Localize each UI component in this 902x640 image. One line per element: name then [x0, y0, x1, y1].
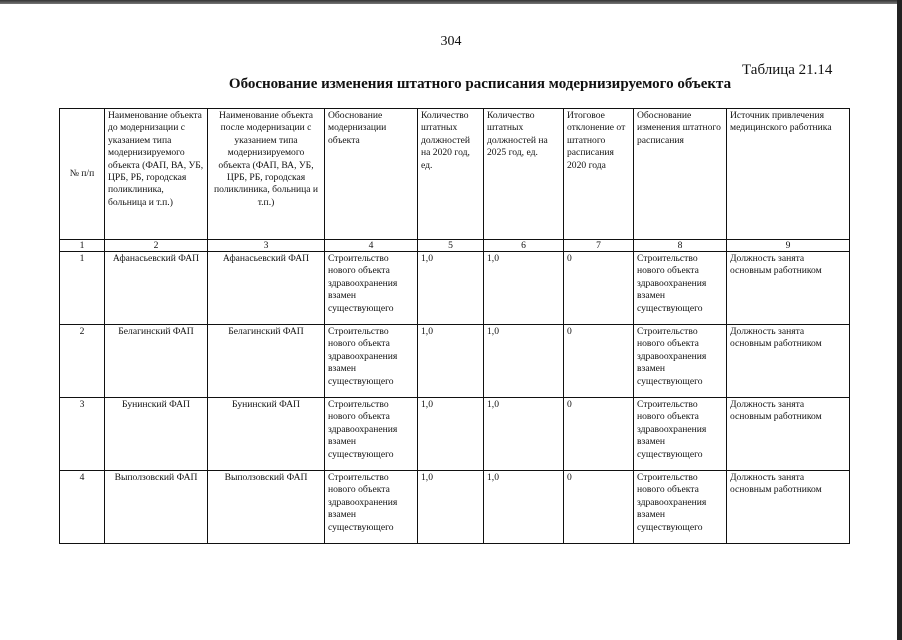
table-row	[60, 398, 850, 471]
modernization-justification: Строительство нового объекта здравоохранения взамен существующего	[325, 252, 418, 325]
staff-source: Должность занята основным работником	[727, 252, 850, 325]
object-before: Афанасьевский ФАП	[105, 252, 208, 325]
column-number: 5	[418, 240, 484, 252]
row-number: 2	[60, 325, 105, 398]
column-number: 4	[325, 240, 418, 252]
object-before: Выползовский ФАП	[105, 471, 208, 544]
column-number: 7	[564, 240, 634, 252]
staff-2020: 1,0	[418, 325, 484, 398]
header-cell: Обоснование модернизации объекта	[325, 109, 418, 240]
staff-2025: 1,0	[484, 252, 564, 325]
document-title: Обоснование изменения штатного расписания модернизируемого объекта	[228, 76, 732, 92]
deviation: 0	[564, 398, 634, 471]
object-after: Афанасьевский ФАП	[208, 252, 325, 325]
deviation: 0	[564, 325, 634, 398]
object-before: Бунинский ФАП	[105, 398, 208, 471]
staff-source: Должность занята основным работником	[727, 471, 850, 544]
column-number: 1	[60, 240, 105, 252]
header-cell: Источник привлечения медицинского работника	[727, 109, 850, 240]
deviation: 0	[564, 252, 634, 325]
column-number: 9	[727, 240, 850, 252]
header-cell: № п/п	[60, 109, 105, 240]
header-cell: Количество штатных должностей на 2025 год, ед.	[484, 109, 564, 240]
staff-2025: 1,0	[484, 325, 564, 398]
scan-edge-right	[897, 0, 902, 640]
column-number: 3	[208, 240, 325, 252]
page-number: 304	[440, 34, 462, 49]
table-row	[60, 471, 850, 544]
staff-source: Должность занята основным работником	[727, 325, 850, 398]
row-number: 3	[60, 398, 105, 471]
column-number: 6	[484, 240, 564, 252]
modernization-justification: Строительство нового объекта здравоохранения взамен существующего	[325, 471, 418, 544]
header-cell: Количество штатных должностей на 2020 год, ед.	[418, 109, 484, 240]
change-reason: Строительство нового объекта здравоохранения взамен существующего	[634, 325, 727, 398]
table-row	[60, 325, 850, 398]
header-cell: Обоснование изменения штатного расписания	[634, 109, 727, 240]
column-number-row	[60, 240, 850, 252]
header-cell: Итоговое отклонение от штатного расписания 2020 года	[564, 109, 634, 240]
object-before: Белагинский ФАП	[105, 325, 208, 398]
object-after: Бунинский ФАП	[208, 398, 325, 471]
table-label: Таблица 21.14	[742, 62, 833, 78]
modernization-justification: Строительство нового объекта здравоохранения взамен существующего	[325, 325, 418, 398]
scan-edge-top	[0, 0, 902, 4]
staff-source: Должность занята основным работником	[727, 398, 850, 471]
change-reason: Строительство нового объекта здравоохранения взамен существующего	[634, 252, 727, 325]
table-row	[60, 252, 850, 325]
staffing-table	[59, 108, 850, 544]
staff-2020: 1,0	[418, 471, 484, 544]
change-reason: Строительство нового объекта здравоохранения взамен существующего	[634, 471, 727, 544]
row-number: 1	[60, 252, 105, 325]
change-reason: Строительство нового объекта здравоохранения взамен существующего	[634, 398, 727, 471]
modernization-justification: Строительство нового объекта здравоохранения взамен существующего	[325, 398, 418, 471]
column-number: 8	[634, 240, 727, 252]
object-after: Выползовский ФАП	[208, 471, 325, 544]
object-after: Белагинский ФАП	[208, 325, 325, 398]
deviation: 0	[564, 471, 634, 544]
header-row	[60, 109, 850, 240]
staff-2020: 1,0	[418, 398, 484, 471]
column-number: 2	[105, 240, 208, 252]
staff-2025: 1,0	[484, 398, 564, 471]
staff-2020: 1,0	[418, 252, 484, 325]
header-cell: Наименование объекта после модернизации с указанием типа модернизируемого объекта (ФАП, ВА, УБ, ЦРБ, РБ, городская поликлиника, больница и т.п.)	[208, 109, 325, 240]
staff-2025: 1,0	[484, 471, 564, 544]
row-number: 4	[60, 471, 105, 544]
header-cell: Наименование объекта до модернизации с указанием типа модернизируемого объекта (ФАП, ВА, УБ, ЦРБ, РБ, городская поликлиника, больница и т.п.)	[105, 109, 208, 240]
